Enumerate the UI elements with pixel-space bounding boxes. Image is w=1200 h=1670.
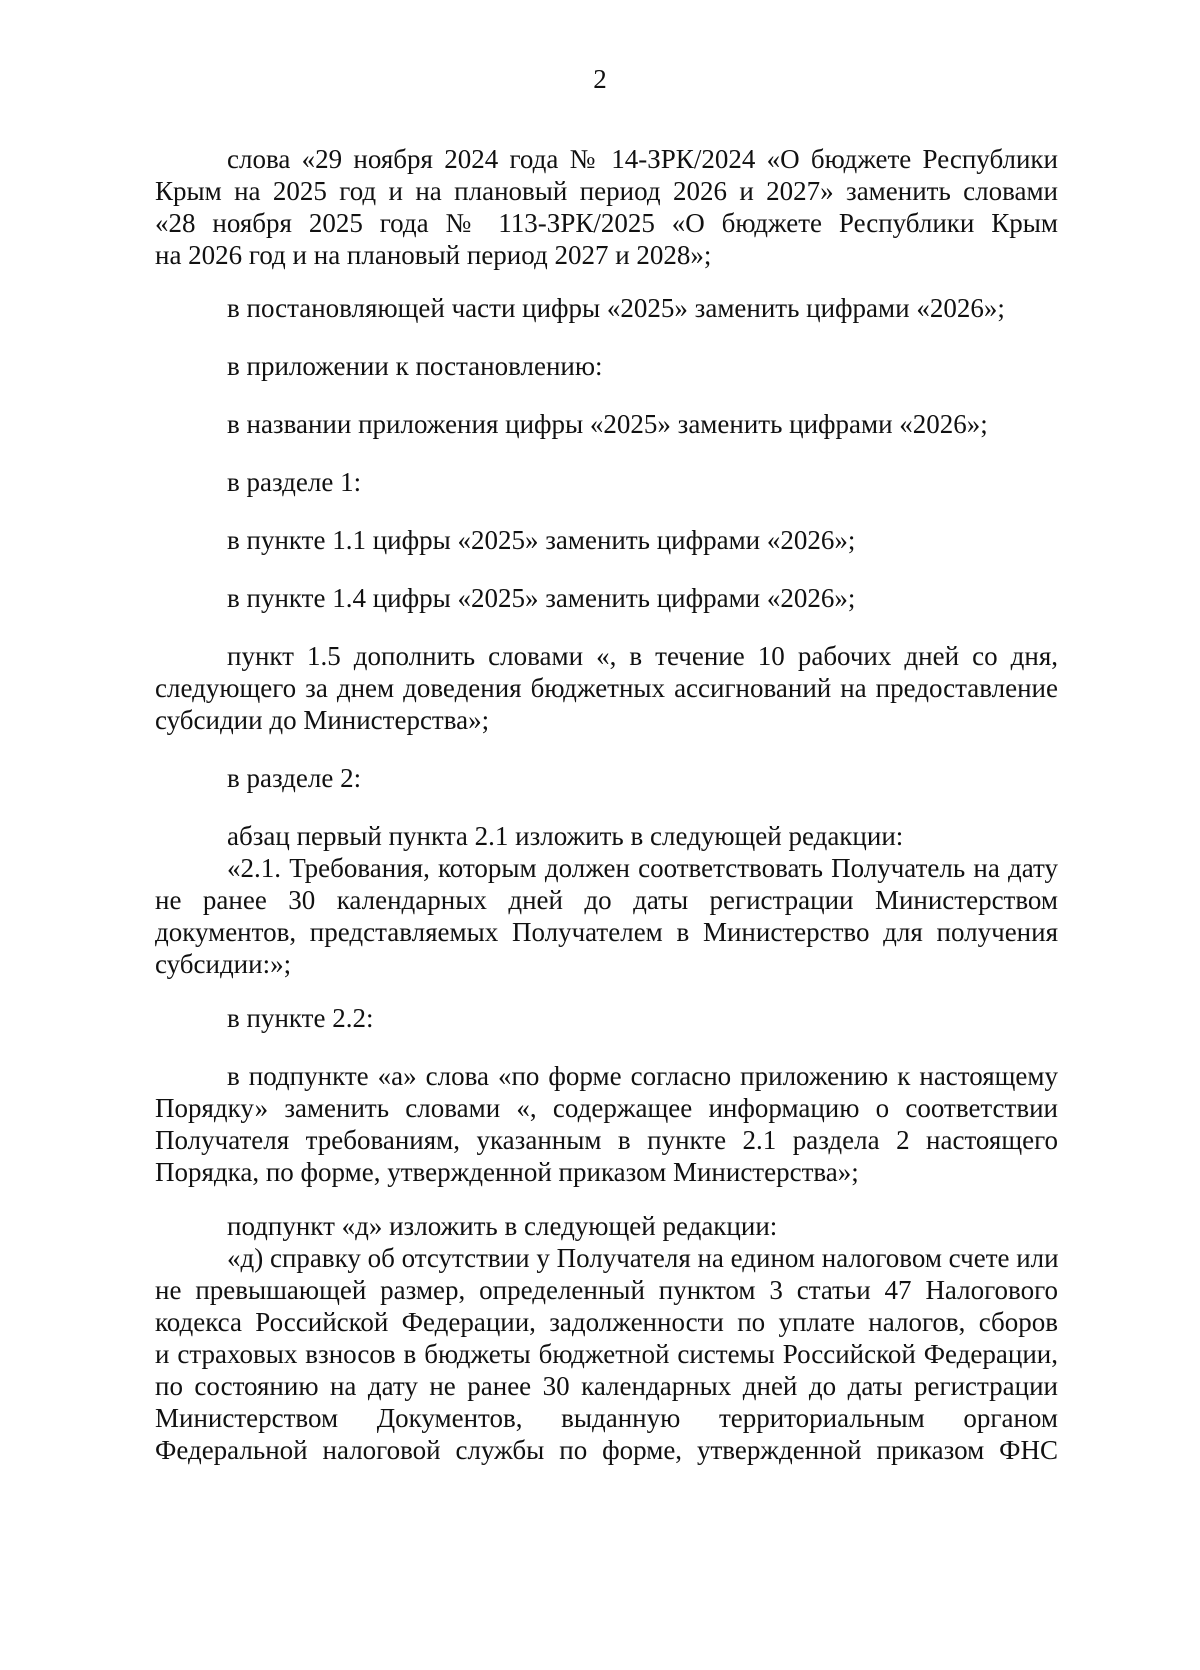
paragraph-subitem-d-intro (155, 1210, 1058, 1242)
text-line: в пункте 1.1 цифры «2025» заменить цифрами «2026»; (227, 525, 856, 555)
text-line: в разделе 1: (227, 467, 362, 497)
page-number: 2 (593, 64, 607, 94)
paragraph-appendix-title (155, 408, 1058, 440)
text-line: в приложении к постановлению: (227, 351, 603, 381)
text-line: следующего за днем доведения бюджетных ассигнований на предоставление (155, 673, 1058, 703)
text-line: в разделе 2: (227, 763, 362, 793)
paragraph-item-2-1-intro (155, 820, 1058, 852)
text-line: пункт 1.5 дополнить словами «, в течение 10 рабочих дней со дня, (227, 641, 1058, 671)
paragraph-item-1-5 (155, 640, 1058, 736)
paragraph-section-2 (155, 762, 1058, 794)
text-line: по состоянию на дату не ранее 30 календарных дней до даты регистрации (155, 1371, 1058, 1401)
paragraph-item-1-1 (155, 524, 1058, 556)
text-line: в постановляющей части цифры «2025» заменить цифрами «2026»; (227, 293, 1005, 323)
text-line: Получателя требованиям, указанным в пункте 2.1 раздела 2 настоящего (155, 1125, 1058, 1155)
paragraph-budget-law-reference (155, 143, 1058, 271)
text-line: в пункте 2.2: (227, 1003, 374, 1033)
paragraph-item-2-1-text (155, 852, 1058, 980)
text-line: субсидии:»; (155, 949, 292, 979)
paragraph-section-1 (155, 466, 1058, 498)
paragraph-operative-part (155, 292, 1058, 324)
text-line: в подпункте «а» слова «по форме согласно приложению к настоящему (227, 1061, 1058, 1091)
paragraph-item-2-2 (155, 1002, 1058, 1034)
text-line: Порядка, по форме, утвержденной приказом Министерства»; (155, 1157, 859, 1187)
text-line: не ранее 30 календарных дней до даты регистрации Министерством (155, 885, 1058, 915)
text-line: кодекса Российской Федерации, задолженности по уплате налогов, сборов (155, 1307, 1058, 1337)
text-line: документов, представляемых Получателем в Министерство для получения (155, 917, 1058, 947)
text-line: подпункт «д» изложить в следующей редакции: (227, 1211, 778, 1241)
text-line: и страховых взносов в бюджеты бюджетной системы Российской Федерации, (155, 1339, 1058, 1369)
text-line: «2.1. Требования, которым должен соответствовать Получатель на дату (227, 853, 1058, 883)
text-line: Порядку» заменить словами «, содержащее информацию о соответствии (155, 1093, 1058, 1123)
text-line: слова «29 ноября 2024 года № 14-ЗРК/2024 «О бюджете Республики (227, 144, 1058, 174)
text-line: «д) справку об отсутствии у Получателя на едином налоговом счете или (227, 1243, 1059, 1273)
text-line: Министерством Документов, выданную территориальным органом (155, 1403, 1058, 1433)
text-line: Крым на 2025 год и на плановый период 2026 и 2027» заменить словами (155, 176, 1058, 206)
paragraph-item-1-4 (155, 582, 1058, 614)
text-line: Федеральной налоговой службы по форме, утвержденной приказом ФНС (155, 1435, 1058, 1465)
text-line: в названии приложения цифры «2025» заменить цифрами «2026»; (227, 409, 988, 439)
text-line: субсидии до Министерства»; (155, 705, 490, 735)
text-line: на 2026 год и на плановый период 2027 и 2028»; (155, 240, 712, 270)
paragraph-subitem-d-text (155, 1242, 1058, 1466)
text-line: в пункте 1.4 цифры «2025» заменить цифрами «2026»; (227, 583, 856, 613)
paragraph-appendix (155, 350, 1058, 382)
text-line: абзац первый пункта 2.1 изложить в следующей редакции: (227, 821, 904, 851)
text-line: «28 ноября 2025 года № 113-ЗРК/2025 «О бюджете Республики Крым (155, 208, 1058, 238)
paragraph-subitem-a (155, 1060, 1058, 1188)
text-line: не превышающей размер, определенный пунктом 3 статьи 47 Налогового (155, 1275, 1058, 1305)
